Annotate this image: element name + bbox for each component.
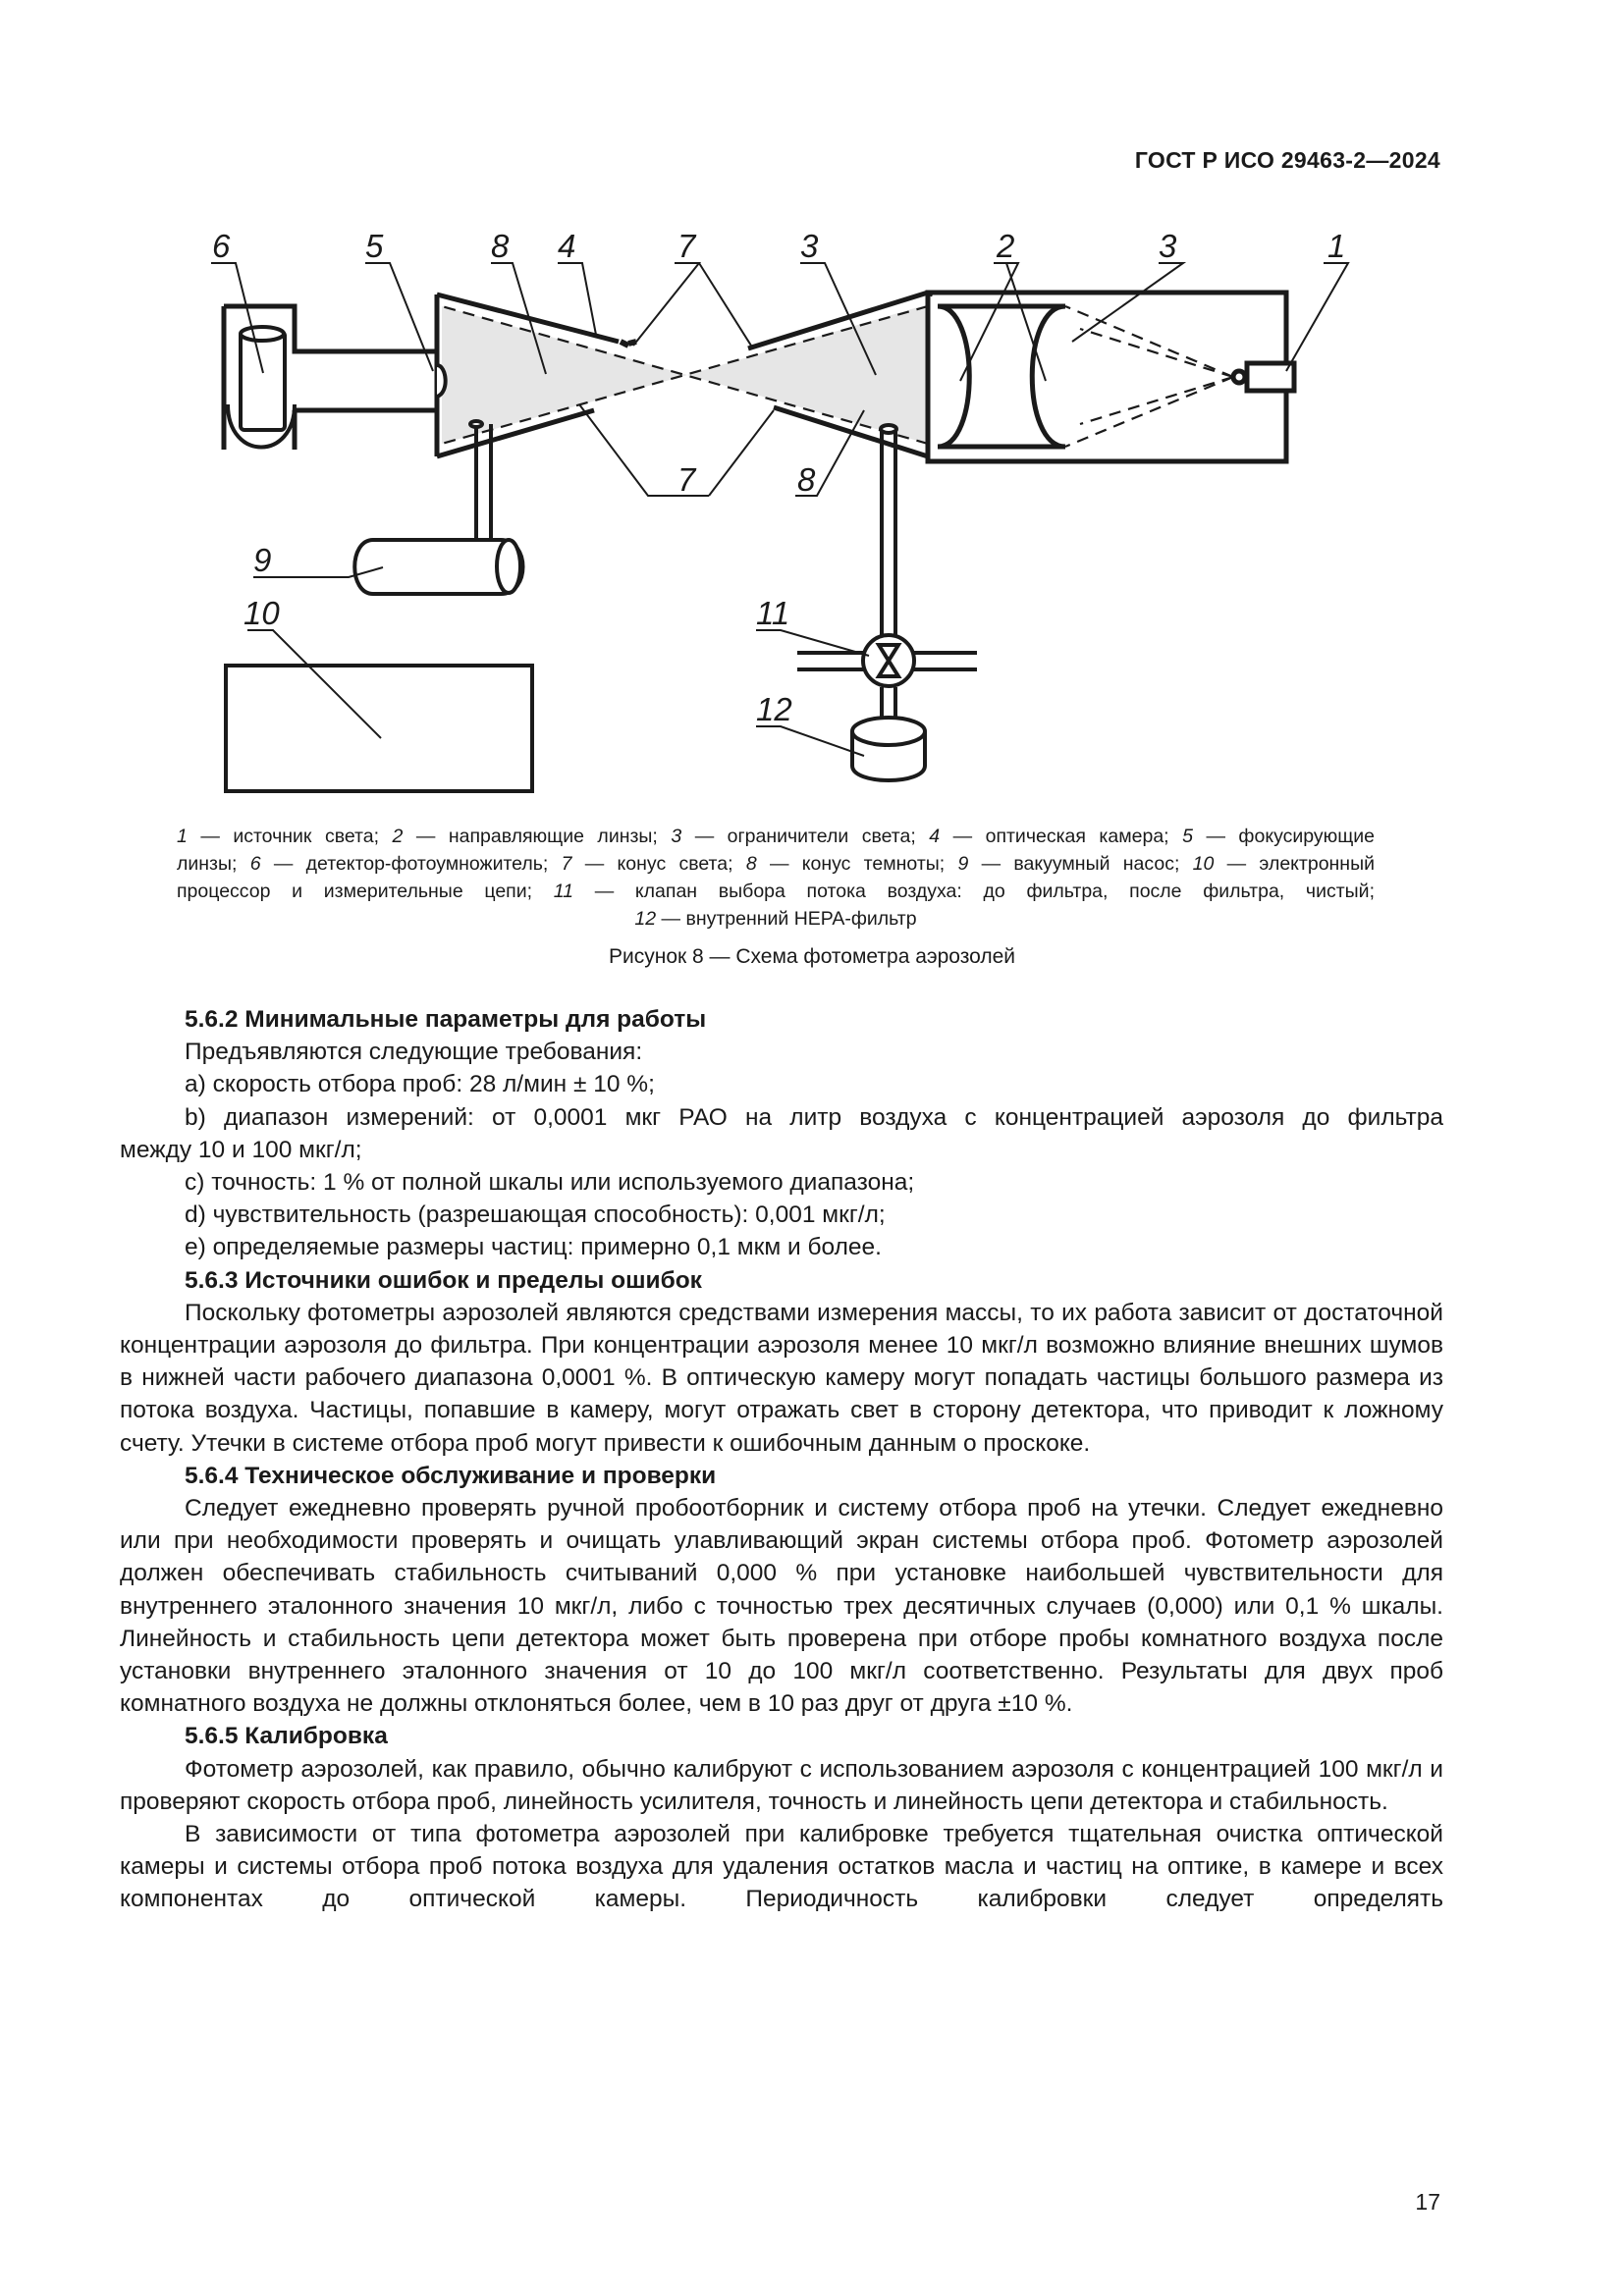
legend-line-2: линзы; 6 — детектор-фотоумножитель; 7 — конус света; 8 — конус темноты; 9 — вакуумный насос; 10 — электронный bbox=[177, 853, 1375, 875]
callout-12: 12 bbox=[756, 691, 792, 727]
callout-11: 11 bbox=[756, 595, 790, 631]
legend-line-4: 12 — внутренний HEPA-фильтр bbox=[634, 908, 917, 930]
main-text bbox=[120, 1003, 1443, 1916]
callout-2: 2 bbox=[997, 228, 1015, 264]
callout-8-bottom: 8 bbox=[797, 461, 816, 498]
s562-intro: Предъявляются следующие требования: bbox=[185, 1039, 643, 1066]
s562-item-b-line2: между 10 и 100 мкг/л; bbox=[120, 1136, 362, 1163]
legend-line-1: 1 — источник света; 2 — направляющие линзы; 3 — ограничители света; 4 — оптическая камера; 5 — фокусирующие bbox=[177, 826, 1376, 847]
dark-cone-right bbox=[687, 304, 928, 444]
section-5-6-5-title: 5.6.5 Калибровка bbox=[185, 1723, 388, 1750]
focusing-lens bbox=[437, 365, 446, 397]
legend-line-3: процессор и измерительные цепи; 11 — клапан выбора потока воздуха: до фильтра, после фильтра, чистый; bbox=[177, 881, 1375, 902]
page-number: 17 bbox=[1415, 2189, 1440, 2215]
section-5-6-4-title: 5.6.4 Техническое обслуживание и проверки bbox=[185, 1462, 717, 1489]
callout-3-left: 3 bbox=[800, 228, 819, 264]
callout-1: 1 bbox=[1327, 228, 1346, 264]
vacuum-pump bbox=[354, 540, 522, 594]
document-code: ГОСТ Р ИСО 29463-2—2024 bbox=[1134, 147, 1440, 173]
s562-item-b-line1: b) диапазон измерений: от 0,0001 мкг РАО на литр воздуха с концентрацией аэрозоля до фильтра bbox=[185, 1103, 1443, 1131]
section-5-6-3-title: 5.6.3 Источники ошибок и пределы ошибок bbox=[185, 1266, 702, 1294]
callout-7-bottom: 7 bbox=[677, 461, 696, 498]
s562-item-e: e) определяемые размеры частиц: примерно 0,1 мкм и более. bbox=[185, 1234, 882, 1261]
callout-4: 4 bbox=[558, 228, 576, 264]
light-source bbox=[1247, 363, 1294, 391]
guiding-lens-1 bbox=[938, 306, 969, 447]
callout-10: 10 bbox=[244, 595, 280, 631]
callout-7-top: 7 bbox=[677, 228, 696, 264]
section-5-6-2-title: 5.6.2 Минимальные параметры для работы bbox=[185, 1006, 707, 1033]
callout-6: 6 bbox=[212, 228, 231, 264]
flow-selector-valve bbox=[863, 635, 914, 686]
hepa-filter bbox=[852, 718, 925, 780]
electronic-processor bbox=[226, 666, 532, 791]
s565-paragraph-2: В зависимости от типа фотометра аэрозолей при калибровке требуется тщательная очистка оптической камеры и системы отбора проб потока воздуха для удаления остатков масла и частиц на оптике, в камере и всех компонентах до оптической камеры. Периодичность калибровки следует определять bbox=[120, 1821, 1443, 1913]
s564-paragraph: Следует ежедневно проверять ручной пробоотборник и систему отбора проб на утечки. Следует ежедневно или при необходимости проверять и очищать улавливающий экран системы отбора проб. Фотометр аэрозолей должен обеспечивать стабильность считываний 0,000 % при установке наибольшей чувствительности для внутреннего эталонного значения 10 мкг/л, либо с точностью трех десятичных случаев (0,000) или 0,1 % шкалы. Линейность и стабильность цепи детектора может быть проверена при отборе пробы комнатного воздуха после установки внутреннего эталонного значения от 10 до 100 мкг/л соответственно. Результаты для двух проб комнатного воздуха не должны отклоняться более, чем в 10 раз друг от друга ±10 %. bbox=[120, 1495, 1443, 1718]
callout-3-right: 3 bbox=[1159, 228, 1177, 264]
guiding-lens-2 bbox=[1032, 306, 1065, 447]
s562-item-c: c) точность: 1 % от полной шкалы или используемого диапазона; bbox=[185, 1169, 915, 1197]
s562-item-a: a) скорость отбора проб: 28 л/мин ± 10 %; bbox=[185, 1071, 655, 1098]
s562-item-d: d) чувствительность (разрешающая способность): 0,001 мкг/л; bbox=[185, 1201, 886, 1229]
s565-paragraph-1: Фотометр аэрозолей, как правило, обычно калибруют с использованием аэрозоля с концентрацией 100 мкг/л и проверяют скорость отбора проб, линейность усилителя, точность и линейность цепи детектора и стабильность. bbox=[120, 1755, 1443, 1815]
callout-5: 5 bbox=[365, 228, 384, 264]
pmt-detector bbox=[228, 327, 295, 448]
s563-paragraph: Поскольку фотометры аэрозолей являются средствами измерения массы, то их работа зависит от достаточной концентрации аэрозоля до фильтра. При концентрации аэрозоля менее 10 мкг/л возможно влияние внешних шумов в нижней части рабочего диапазона 0,0001 %. В оптическую камеру могут попадать частицы большого размера из потока воздуха. Частицы, попавшие в камеру, могут отражать свет в сторону детектора, что приводит к ложному счету. Утечки в системе отбора проб могут привести к ошибочным данным о проскоке. bbox=[120, 1299, 1443, 1457]
callout-8-top: 8 bbox=[491, 228, 510, 264]
figure-legend bbox=[177, 823, 1375, 933]
callout-9: 9 bbox=[253, 542, 272, 578]
figure-caption: Рисунок 8 — Схема фотометра аэрозолей bbox=[608, 945, 1016, 968]
